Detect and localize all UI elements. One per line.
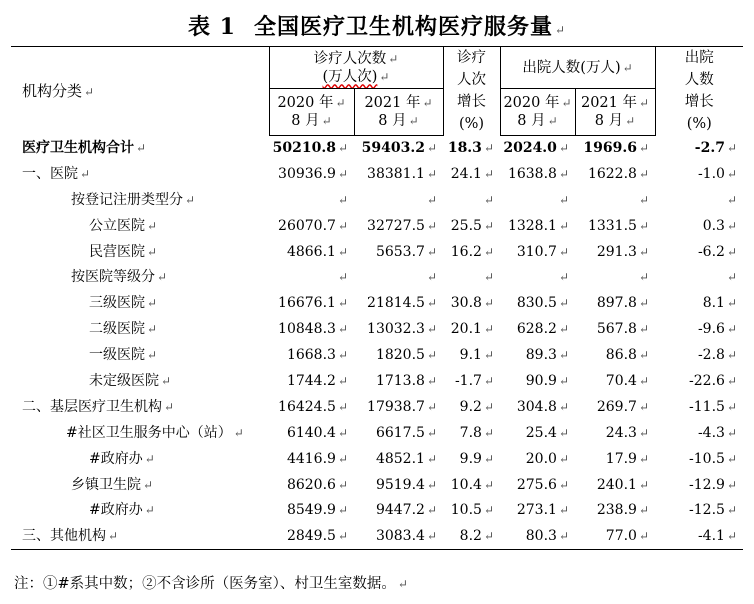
header-visit-growth: 诊疗 人次 增长 (%) <box>443 47 500 136</box>
paragraph-mark: ↵ <box>558 141 569 156</box>
table-cell-value: 77.0 ↵ <box>575 523 655 549</box>
paragraph-mark: ↵ <box>426 141 437 156</box>
table-cell-value <box>575 187 655 213</box>
table-cell-value <box>500 187 575 213</box>
table-cell-value: 20.1 ↵ <box>450 321 494 338</box>
table-row <box>11 420 743 446</box>
table-cell-value: 0.3 ↵ <box>702 217 738 234</box>
paragraph-mark: ↵ <box>726 322 738 337</box>
table-cell-value: 30936.9 ↵ <box>278 165 348 182</box>
paragraph-mark: ↵ <box>337 451 348 466</box>
paragraph-mark: ↵ <box>147 244 158 259</box>
paragraph-mark: ↵ <box>554 23 567 37</box>
table-cell-value: 2024.0 ↵ <box>503 140 569 157</box>
table-cell-value: 1713.8 ↵ <box>375 372 437 389</box>
table-cell-value: -11.5 ↵ <box>689 398 738 415</box>
table-cell-name: 医疗卫生机构合计 ↵ <box>22 139 147 156</box>
table-cell-value: -4.1 ↵ <box>655 523 743 549</box>
table-row <box>11 161 743 187</box>
table-cell-name: 三、其他机构 ↵ <box>11 523 269 549</box>
table-cell-value: 4852.1 ↵ <box>375 450 437 467</box>
paragraph-mark: ↵ <box>638 192 650 207</box>
table-cell-value: 50210.8 ↵ <box>272 140 348 157</box>
table-cell-value: 273.1 ↵ <box>516 502 569 519</box>
table-cell-value: 8620.6 ↵ <box>286 476 348 493</box>
paragraph-mark: ↵ <box>80 166 91 181</box>
table-cell-value: 17938.7 ↵ <box>367 398 437 415</box>
table-cell-value: 10848.3 ↵ <box>278 321 348 338</box>
paragraph-mark: ↵ <box>483 348 494 363</box>
paragraph-mark: ↵ <box>638 244 650 259</box>
paragraph-mark: ↵ <box>426 218 437 233</box>
paragraph-mark: ↵ <box>426 477 437 492</box>
table-cell-value: 1969.6 ↵ <box>583 140 650 157</box>
table-cell-value: 310.7 ↵ <box>516 243 569 260</box>
table-number: 表 1 <box>187 14 236 40</box>
table-cell-value <box>443 187 500 213</box>
paragraph-mark: ↵ <box>726 477 738 492</box>
table-cell-name: 未定级医院 ↵ <box>89 372 172 389</box>
table-cell-value: 1331.5 ↵ <box>587 217 650 234</box>
table-cell-value: 16676.1 ↵ <box>278 295 348 312</box>
table-cell-value <box>500 264 575 290</box>
paragraph-mark: ↵ <box>558 244 569 259</box>
table-cell-value: 86.8 ↵ <box>605 347 650 364</box>
paragraph-mark: ↵ <box>638 477 650 492</box>
paragraph-mark: ↵ <box>483 270 494 285</box>
paragraph-mark: ↵ <box>426 399 437 414</box>
table-cell-value: 13032.3 ↵ <box>367 321 437 338</box>
paragraph-mark: ↵ <box>558 373 569 388</box>
table-cell-value: -9.6 ↵ <box>697 321 738 338</box>
table-cell-value: 1744.2 ↵ <box>286 372 348 389</box>
table-cell-value: 3083.4 ↵ <box>354 523 443 549</box>
paragraph-mark: ↵ <box>558 166 569 181</box>
paragraph-mark: ↵ <box>337 503 348 518</box>
paragraph-mark: ↵ <box>233 425 244 440</box>
table-cell-value: 8549.9 ↵ <box>286 502 348 519</box>
paragraph-mark: ↵ <box>483 166 494 181</box>
table-cell-name: 民营医院 ↵ <box>89 243 158 260</box>
paragraph-mark: ↵ <box>147 218 158 233</box>
table-cell-value: 9519.4 ↵ <box>375 476 437 493</box>
table-cell-value: 238.9 ↵ <box>596 502 650 519</box>
paragraph-mark: ↵ <box>337 270 348 285</box>
table-cell-value: 4866.1 ↵ <box>286 243 348 260</box>
table-cell-value <box>443 264 500 290</box>
table-cell-value: 9.1 ↵ <box>459 347 494 364</box>
table-cell-value: 24.1 ↵ <box>450 165 494 182</box>
table-cell-name: 二、基层医疗卫生机构 ↵ <box>22 398 175 415</box>
header-discharge-2020: 2020 年 ↵ 8 月 ↵ <box>500 89 575 135</box>
table-cell-value: 8.2 ↵ <box>443 523 500 549</box>
table-cell-value <box>655 264 743 290</box>
table-row <box>11 264 743 290</box>
paragraph-mark: ↵ <box>483 503 494 518</box>
table-cell-value: 30.8 ↵ <box>450 295 494 312</box>
header-visits: 诊疗人次数 ↵ (万人次) ↵ <box>269 47 443 89</box>
table-row <box>11 213 743 239</box>
table-cell-value: 9.2 ↵ <box>459 398 494 415</box>
table-cell-value: 16424.5 ↵ <box>278 398 348 415</box>
table-cell-name: 一、医院 ↵ <box>22 165 91 182</box>
table-cell-value: -1.7 ↵ <box>454 372 494 389</box>
table-row <box>11 187 743 213</box>
table-cell-value <box>269 264 354 290</box>
header-category: 机构分类 ↵ <box>11 47 269 136</box>
table-cell-value: 8.1 ↵ <box>702 295 738 312</box>
paragraph-mark: ↵ <box>337 141 348 156</box>
paragraph-mark: ↵ <box>726 529 738 544</box>
paragraph-mark: ↵ <box>337 244 348 259</box>
table-cell-value: 830.5 ↵ <box>516 295 569 312</box>
paragraph-mark: ↵ <box>638 503 650 518</box>
paragraph-mark: ↵ <box>726 192 738 207</box>
paragraph-mark: ↵ <box>164 399 175 414</box>
paragraph-mark: ↵ <box>426 503 437 518</box>
paragraph-mark: ↵ <box>726 451 738 466</box>
paragraph-mark: ↵ <box>157 270 168 285</box>
table-cell-value <box>575 264 655 290</box>
table-cell-value: 89.3 ↵ <box>525 347 569 364</box>
paragraph-mark: ↵ <box>558 348 569 363</box>
paragraph-mark: ↵ <box>483 425 494 440</box>
paragraph-mark: ↵ <box>483 140 494 155</box>
table-cell-name: 三级医院 ↵ <box>89 295 158 312</box>
paragraph-mark: ↵ <box>483 218 494 233</box>
table-cell-value: 291.3 ↵ <box>596 243 650 260</box>
table-cell-value: 38381.1 ↵ <box>367 165 437 182</box>
table-cell-value <box>655 187 743 213</box>
table-cell-value: 32727.5 ↵ <box>367 217 437 234</box>
table-cell-value: -2.8 ↵ <box>697 347 738 364</box>
paragraph-mark: ↵ <box>726 140 738 155</box>
paragraph-mark: ↵ <box>147 348 158 363</box>
table-cell-value <box>354 187 443 213</box>
table-row <box>11 497 743 523</box>
table-cell-value: 16.2 ↵ <box>450 243 494 260</box>
table-cell-value <box>354 264 443 290</box>
table-cell-name: 按登记注册类型分 ↵ <box>71 191 196 208</box>
paragraph-mark: ↵ <box>426 192 437 207</box>
paragraph-mark: ↵ <box>426 296 437 311</box>
paragraph-mark: ↵ <box>638 296 650 311</box>
table-cell-value: 2849.5 ↵ <box>269 523 354 549</box>
paragraph-mark: ↵ <box>726 270 738 285</box>
paragraph-mark: ↵ <box>638 322 650 337</box>
paragraph-mark: ↵ <box>638 166 650 181</box>
table-title <box>0 10 754 41</box>
paragraph-mark: ↵ <box>726 296 738 311</box>
paragraph-mark: ↵ <box>426 244 437 259</box>
table-cell-value: 1638.8 ↵ <box>507 165 569 182</box>
header-discharge-2021: 2021 年 ↵ 8 月 ↵ <box>575 89 655 135</box>
paragraph-mark: ↵ <box>337 166 348 181</box>
header-visits-2020: 2020 年 ↵ 8 月 ↵ <box>269 89 354 135</box>
table-cell-value: 25.5 ↵ <box>450 217 494 234</box>
paragraph-mark: ↵ <box>726 348 738 363</box>
paragraph-mark: ↵ <box>426 451 437 466</box>
table-cell-value: 5653.7 ↵ <box>375 243 437 260</box>
paragraph-mark: ↵ <box>144 451 155 466</box>
table-row <box>11 472 743 498</box>
paragraph-mark: ↵ <box>558 451 569 466</box>
paragraph-mark: ↵ <box>136 140 147 155</box>
paragraph-mark: ↵ <box>483 373 494 388</box>
table-cell-value: -2.7 ↵ <box>694 139 738 156</box>
table-cell-name: #政府办 ↵ <box>89 450 155 467</box>
paragraph-mark: ↵ <box>558 399 569 414</box>
paragraph-mark: ↵ <box>426 348 437 363</box>
paragraph-mark: ↵ <box>108 529 119 544</box>
paragraph-mark: ↵ <box>638 270 650 285</box>
paragraph-mark: ↵ <box>337 477 348 492</box>
paragraph-mark: ↵ <box>558 503 569 518</box>
paragraph-mark: ↵ <box>558 270 569 285</box>
paragraph-mark: ↵ <box>483 296 494 311</box>
paragraph-mark: ↵ <box>426 270 437 285</box>
paragraph-mark: ↵ <box>147 296 158 311</box>
table-cell-value: 7.8 ↵ <box>459 424 494 441</box>
table-cell-name: 乡镇卫生院 ↵ <box>71 476 154 493</box>
paragraph-mark: ↵ <box>337 296 348 311</box>
table-cell-value: 1668.3 ↵ <box>286 347 348 364</box>
table-cell-value: 9447.2 ↵ <box>375 502 437 519</box>
table-title-text: 全国医疗卫生机构医疗服务量 <box>253 14 553 40</box>
table-cell-value: 59403.2 ↵ <box>361 140 437 157</box>
paragraph-mark: ↵ <box>726 166 738 181</box>
paragraph-mark: ↵ <box>638 348 650 363</box>
table-footnote: 注：①#系其中数；②不含诊所（医务室）、村卫生室数据。 ↵ <box>14 576 408 592</box>
table-cell-value <box>269 187 354 213</box>
paragraph-mark: ↵ <box>558 425 569 440</box>
paragraph-mark: ↵ <box>638 373 650 388</box>
table-cell-value: -1.0 ↵ <box>697 165 738 182</box>
paragraph-mark: ↵ <box>337 348 348 363</box>
paragraph-mark: ↵ <box>337 192 348 207</box>
paragraph-mark: ↵ <box>483 399 494 414</box>
paragraph-mark: ↵ <box>337 373 348 388</box>
paragraph-mark: ↵ <box>426 322 437 337</box>
paragraph-mark: ↵ <box>337 218 348 233</box>
paragraph-mark: ↵ <box>726 218 738 233</box>
paragraph-mark: ↵ <box>143 477 154 492</box>
paragraph-mark: ↵ <box>726 399 738 414</box>
table-cell-value: 1622.8 ↵ <box>587 165 650 182</box>
table-cell-value: -10.5 ↵ <box>689 450 738 467</box>
paragraph-mark: ↵ <box>337 529 348 544</box>
table-cell-value: 240.1 ↵ <box>596 476 650 493</box>
table-row <box>11 523 743 549</box>
paragraph-mark: ↵ <box>558 192 569 207</box>
table-row <box>11 290 743 316</box>
table-cell-value: 17.9 ↵ <box>605 450 650 467</box>
paragraph-mark: ↵ <box>426 373 437 388</box>
table-cell-value: 897.8 ↵ <box>596 295 650 312</box>
paragraph-mark: ↵ <box>144 503 155 518</box>
table-cell-value: 10.4 ↵ <box>450 476 494 493</box>
table-cell-value: -12.9 ↵ <box>689 476 738 493</box>
header-discharge-growth: 出院 人数 增长 (%) <box>655 47 743 136</box>
paragraph-mark: ↵ <box>558 529 569 544</box>
table-cell-value: 90.9 ↵ <box>525 372 569 389</box>
table-row <box>11 394 743 420</box>
table-cell-name: 二级医院 ↵ <box>89 321 158 338</box>
paragraph-mark: ↵ <box>483 192 494 207</box>
table-cell-value: 25.4 ↵ <box>525 424 569 441</box>
table-cell-value: 1328.1 ↵ <box>507 217 569 234</box>
table-row <box>11 342 743 368</box>
table-cell-value: 567.8 ↵ <box>596 321 650 338</box>
table-row <box>11 135 743 161</box>
table-cell-value: 21814.5 ↵ <box>367 295 437 312</box>
table-cell-value: 80.3 ↵ <box>500 523 575 549</box>
paragraph-mark: ↵ <box>638 451 650 466</box>
table-cell-value: 304.8 ↵ <box>516 398 569 415</box>
paragraph-mark: ↵ <box>638 399 650 414</box>
paragraph-mark: ↵ <box>426 425 437 440</box>
table-cell-value: -22.6 ↵ <box>689 372 738 389</box>
table-cell-value: 275.6 ↵ <box>516 476 569 493</box>
table-cell-value: 4416.9 ↵ <box>286 450 348 467</box>
table-cell-value: 24.3 ↵ <box>605 424 650 441</box>
paragraph-mark: ↵ <box>337 399 348 414</box>
table-cell-value: -6.2 ↵ <box>697 243 738 260</box>
table-cell-value: 628.2 ↵ <box>516 321 569 338</box>
table-cell-value: 20.0 ↵ <box>525 450 569 467</box>
table-cell-value: -12.5 ↵ <box>689 502 738 519</box>
paragraph-mark: ↵ <box>638 141 650 156</box>
paragraph-mark: ↵ <box>483 451 494 466</box>
paragraph-mark: ↵ <box>147 322 158 337</box>
paragraph-mark: ↵ <box>337 425 348 440</box>
header-visits-2021: 2021 年 ↵ 8 月 ↵ <box>354 89 443 135</box>
paragraph-mark: ↵ <box>558 322 569 337</box>
paragraph-mark: ↵ <box>337 322 348 337</box>
paragraph-mark: ↵ <box>726 425 738 440</box>
paragraph-mark: ↵ <box>426 529 437 544</box>
paragraph-mark: ↵ <box>426 166 437 181</box>
service-volume-table <box>11 46 743 550</box>
table-row <box>11 316 743 342</box>
paragraph-mark: ↵ <box>638 218 650 233</box>
paragraph-mark: ↵ <box>726 244 738 259</box>
paragraph-mark: ↵ <box>185 192 196 207</box>
paragraph-mark: ↵ <box>161 373 172 388</box>
paragraph-mark: ↵ <box>558 296 569 311</box>
table-cell-name: #政府办 ↵ <box>89 502 155 519</box>
table-cell-name: 按医院等级分 ↵ <box>71 269 168 286</box>
paragraph-mark: ↵ <box>483 529 494 544</box>
paragraph-mark: ↵ <box>726 503 738 518</box>
paragraph-mark: ↵ <box>558 477 569 492</box>
table-row <box>11 368 743 394</box>
paragraph-mark: ↵ <box>558 218 569 233</box>
table-cell-value: -4.3 ↵ <box>697 424 738 441</box>
paragraph-mark: ↵ <box>483 477 494 492</box>
table-cell-value: 18.3 ↵ <box>447 139 494 156</box>
paragraph-mark: ↵ <box>726 373 738 388</box>
table-cell-value: 26070.7 ↵ <box>278 217 348 234</box>
paragraph-mark: ↵ <box>483 244 494 259</box>
table-cell-value: 269.7 ↵ <box>596 398 650 415</box>
paragraph-mark: ↵ <box>483 322 494 337</box>
table-cell-name: 一级医院 ↵ <box>89 347 158 364</box>
table-cell-name: 公立医院 ↵ <box>89 217 158 234</box>
paragraph-mark: ↵ <box>638 425 650 440</box>
table-cell-value: 6140.4 ↵ <box>286 424 348 441</box>
table-row <box>11 446 743 472</box>
table-cell-value: 10.5 ↵ <box>450 502 494 519</box>
table-cell-value: 1820.5 ↵ <box>375 347 437 364</box>
table-cell-value: 6617.5 ↵ <box>375 424 437 441</box>
table-cell-value: 9.9 ↵ <box>459 450 494 467</box>
header-discharge: 出院人数(万人) ↵ <box>500 47 655 89</box>
table-cell-value: 70.4 ↵ <box>605 372 650 389</box>
table-row <box>11 239 743 265</box>
paragraph-mark: ↵ <box>638 529 650 544</box>
table-cell-name: #社区卫生服务中心（站） ↵ <box>66 424 244 441</box>
